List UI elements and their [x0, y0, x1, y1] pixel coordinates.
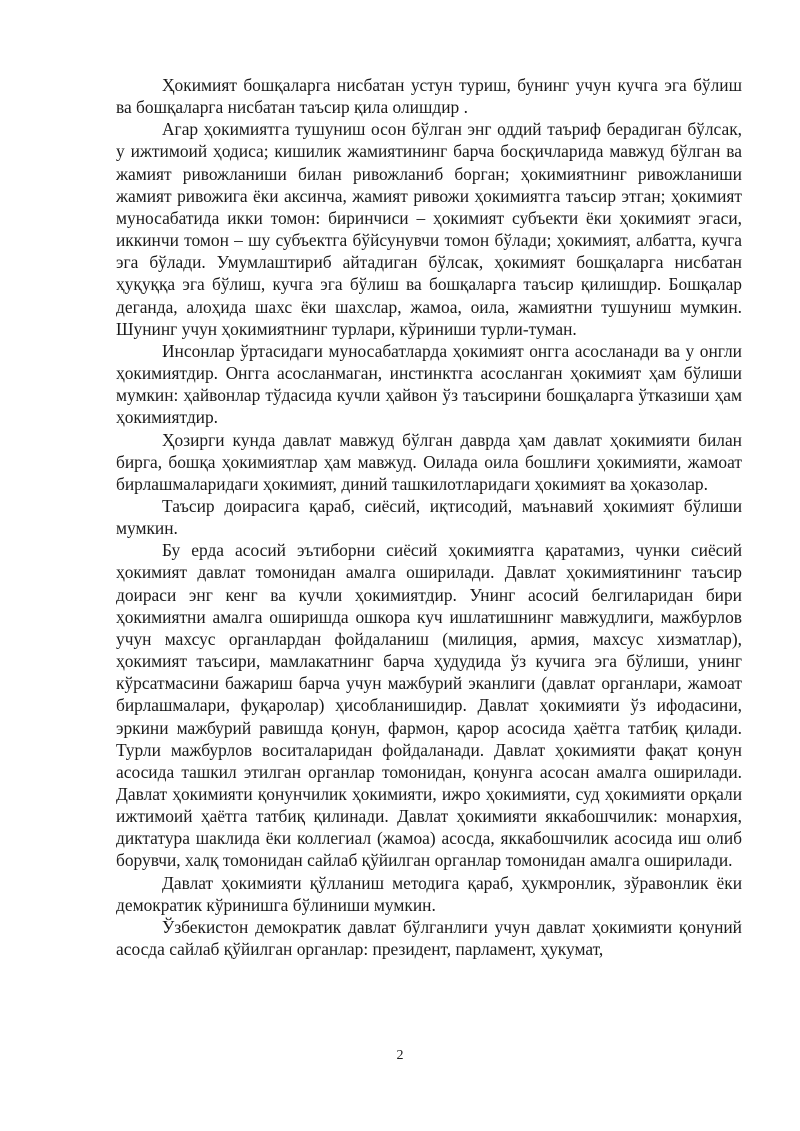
paragraph-power-definition: Ҳокимият бошқаларга нисбатан устун туриш, бунинг учун кучга эга бўлиш ва бошқаларга нисбатан таъсир қила олишдир . — [116, 75, 742, 118]
paragraph-political-power: Бу ерда асосий эътиборни сиёсий ҳокимиятга қаратамиз, чунки сиёсий ҳокимият давлат томонидан амалга оширилади. Давлат ҳокимиятининг таъсир доираси энг кенг ва кучли ҳокимиятдир. Унинг асосий белгиларидан бири ҳокимиятни амалга оширишда ошкора куч ишлатишнинг мавжудлиги, мажбурлов учун махсус органлардан фойдаланиш (милиция, армия, махсус хизматлар), ҳокимият таъсири, мамлакатнинг барча ҳудудида ўз кучига эга бўлиши, унинг кўрсатмасини бажариш барча учун мажбурий эканлиги (давлат органлари, жамоат бирлашмалари, фуқаролар) ҳисобланишидир. Давлат ҳокимияти ўз ифодасини, эркини мажбурий равишда қонун, фармон, қарор асосида ҳаётга татбиқ қилади. Турли мажбурлов воситаларидан фойдаланади. Давлат ҳокимияти фақат қонун асосида ташкил этилган органлар томонидан, қонунга асосан амалга оширилади. Давлат ҳокимияти қонунчилик ҳокимияти, ижро ҳокимияти, суд ҳокимияти орқали ижтимоий ҳаётга татбиқ қилинади. Давлат ҳокимияти яккабошчилик: монархия, диктатура шаклида ёки коллегиал (жамоа) асосда, яккабошчилик асосида иш олиб борувчи, халқ томонидан сайлаб қўйилган органлар томонидан амалга оширилади. — [116, 540, 742, 871]
paragraph-power-social-phenomenon: Агар ҳокимиятга тушуниш осон бўлган энг оддий таъриф берадиган бўлсак, у ижтимоий ҳодиса; кишилик жамиятининг барча босқичларида мавжуд бўлган ва жамият ривожланиши билан ривожланиб борган; ҳокимиятнинг ривожланиши жамият ривожига ёки аксинча, жамият ривожи ҳокимиятга таъсир этган; ҳокимият муносабатида икки томон: биринчиси – ҳокимият субъекти ёки ҳокимият эгаси, иккинчи томон – шу субъектга бўйсунувчи томон бўлади; ҳокимият, албатта, кучга эга бўлади. Умумлаштириб айтадиган бўлсак, ҳокимият бошқаларга нисбатан ҳуқуққа эга бўлиш, кучга эга бўлиш ва бошқаларга таъсир қилишдир. Бошқалар деганда, алоҳида шахс ёки шахслар, жамоа, оила, жамиятни тушуниш мумкин. Шунинг учун ҳокимиятнинг турлари, кўриниши турли-туман. — [116, 119, 742, 339]
document-body — [116, 74, 742, 960]
page-number: 2 — [396, 1048, 404, 1063]
paragraph-other-powers: Ҳозирги кунда давлат мавжуд бўлган даврда ҳам давлат ҳокимияти билан бирга, бошқа ҳокимиятлар ҳам мавжуд. Оилада оила бошлиғи ҳокимияти, жамоат бирлашмаларидаги ҳокимият, диний ташкилотларидаги ҳокимият ва ҳоказолар. — [116, 429, 742, 494]
paragraph-conscious-power: Инсонлар ўртасидаги муносабатларда ҳокимият онгга асосланади ва у онгли ҳокимиятдир. Онгга асосланмаган, инстинктга асосланган ҳокимият ҳам бўлиши мумкин: ҳайвонлар тўдасида кучли ҳайвон ўз таъсирини бошқаларга ўтказиши ҳам ҳокимиятдир. — [116, 340, 742, 428]
paragraph-uzbekistan: Ўзбекистон демократик давлат бўлганлиги учун давлат ҳокимияти қонуний асосда сайлаб қўйилган органлар: президент, парламент, ҳукумат, — [116, 916, 742, 960]
paragraph-power-methods: Давлат ҳокимияти қўлланиш методига қараб, ҳукмронлик, зўравонлик ёки демократик кўринишга бўлиниши мумкин. — [116, 872, 742, 915]
paragraph-power-types: Таъсир доирасига қараб, сиёсий, иқтисодий, маънавий ҳокимият бўлиши мумкин. — [116, 495, 742, 539]
